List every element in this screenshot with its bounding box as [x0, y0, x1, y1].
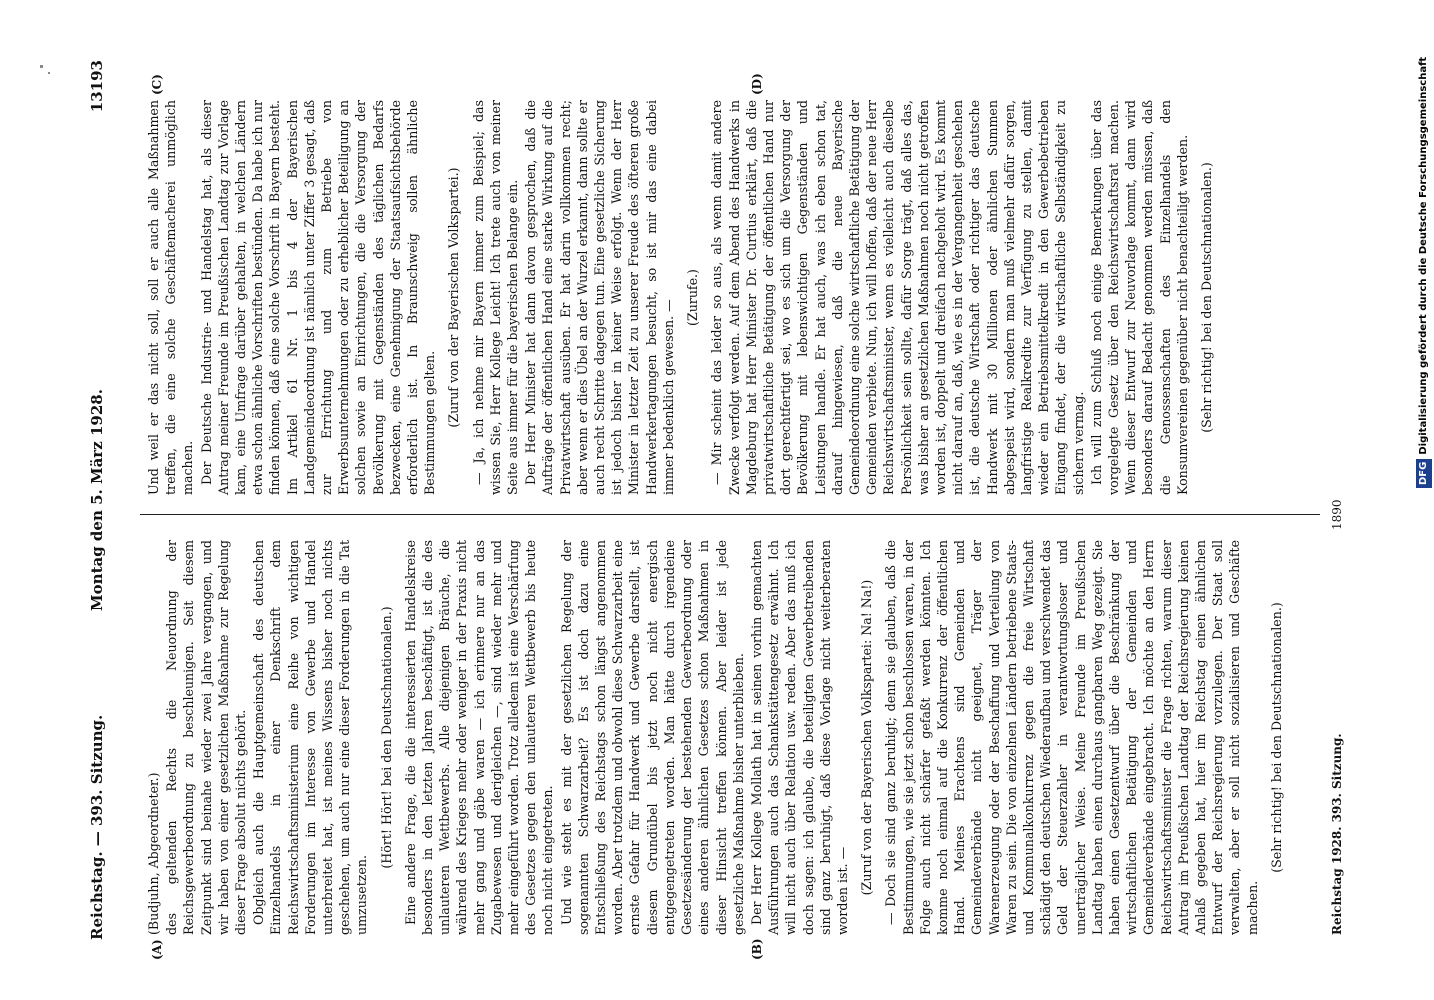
page-header — [88, 60, 110, 940]
interjection-line: (Zuruf von der Bayerischen Volkspartei.) — [446, 167, 462, 428]
footer-number: 1890 — [1330, 499, 1344, 530]
footer-session: Reichstag 1928. 393. Sitzung. — [1330, 733, 1344, 935]
header-date: Montag den 5. März 1928. — [88, 389, 106, 611]
paragraph: Und weil er das nicht soll, soll er auch alle Maßnahmen treffen, die eine solche Geschäftemacherei unmöglich machen. — [146, 100, 196, 495]
paragraph: — Doch sie sind ganz beruhigt; denn sie glauben, daß die Bestimmungen, wie sie jetzt schon beschlossen waren, in der Folge auch nicht schärfer gefaßt werden könnten. Ich komme noch einmal auf die Konkurrenz der öffentlichen Hand. Meines Erachtens sind Gemeinden und Gemeindeverbände nicht geeignet, Träger der Warenerzeugung oder der Beschaffung und Verteilung von Waren zu sein. Die von einzelnen Ländern betriebene Staats- und Kommunalkonkurrenz gegen die freie Wirtschaft schädigt den deutschen Wiederaufbau und verschwendet das Geld der Steuerzahler in verantwortungsloser und unerträglicher Weise. Meine Freunde im Preußischen Landtag haben einen durchaus gangbaren Weg gezeigt. Sie haben einen Gesetzentwurf über die Beschränkung der wirtschaftlichen Betätigung der Gemeinden und Gemeindeverbände eingebracht. Ich möchte an den Herrn Reichswirtschaftsminister die Frage richten, warum dieser Antrag im Preußischen Landtag der Reichsregierung keinen Anlaß gegeben hat, hier im Reichstag einen ähnlichen Entwurf der Reichsregierung vorzulegen. Der Staat soll verwalten, aber er soll nicht sozialisieren und Geschäfte machen. — [883, 540, 1260, 935]
dfg-watermark — [1416, 8, 1432, 488]
paragraph: (Budjuhn, Abgeordneter.) — [146, 772, 161, 935]
interjection-line: (Hört! Hört! bei den Deutschnationalen.) — [378, 606, 394, 869]
scan-speck — [48, 72, 50, 74]
margin-mark-d: (D) — [750, 73, 764, 95]
paragraph: — Ja, ich nehme mir Bayern immer zum Beispiel; das wissen Sie, Herr Kollege Leicht! Ich trete auch von meiner Seite aus immer für die bayerischen Belange ein. — [470, 100, 521, 495]
paragraph: des geltenden Rechts die Neuordnung der Reichsgewerbeordnung zu beschleunigen. Seit diesem Zeitpunkt sind beinahe wieder zwei Jahre vergangen, und wir haben von einer gesetzlichen Maßnahme zur Regelung dieser Frage absolut nichts gehört. — [164, 540, 249, 935]
dfg-logo: DFG — [1416, 459, 1432, 488]
interjection-line: (Sehr richtig! bei den Deutschnationalen.) — [1198, 162, 1214, 433]
header-page-number: 13193 — [88, 60, 106, 113]
header-session: Reichstag. — 393. Sitzung. — [88, 714, 106, 940]
scan-speck — [40, 65, 43, 68]
column-divider — [140, 514, 1320, 515]
paragraph: Ich will zum Schluß noch einige Bemerkungen über das vorgelegte Gesetz über den Reichswirtschaftsrat machen. Wenn dieser Entwurf zur Neuvorlage kommt, dann wird besonders darauf Bedacht genommen werden müssen, daß die Genossenschaften des Einzelhandels den Konsumvereinen gegenüber nicht benachteiligt werden. — [1088, 100, 1190, 495]
interjection-line: (Sehr richtig! bei den Deutschnationalen.) — [1268, 602, 1284, 873]
rotated-document-page — [60, 0, 1360, 1000]
right-text-column — [145, 100, 1222, 495]
paragraph: Der Herr Minister hat dann davon gesprochen, daß die Aufträge der öffentlichen Hand eine starke Wirkung auf die Privatwirtschaft ausüben. Er hat darin vollkommen recht; aber wenn er dies Übel an der Wurzel erkannt, dann sollte er auch recht Schritte dagegen tun. Eine gesetzliche Sicherung ist jedoch bisher in keiner Weise erfolgt. Wenn der Herr Minister in letzter Zeit zu unserer Freude des öfteren große Handwerkertagungen besucht, so ist mir das eine dabei immer bedenklich gewesen. — — [523, 100, 676, 495]
interjection-line: (Zurufe.) — [685, 269, 701, 326]
dfg-credit-text: Digitalisierung gefördert durch die Deutsche Forschungsgemeinschaft — [1418, 56, 1429, 455]
left-text-column — [145, 540, 1292, 935]
margin-mark-c: (C) — [150, 74, 164, 95]
paragraph: — Mir scheint das leider so aus, als wenn damit andere Zwecke verfolgt werden. Auf dem Abend des Handwerks in Magdeburg hat Herr Minister Dr. Curtius erklärt, daß die privatwirtschaftliche Betätigung der öffentlichen Hand nur dort gerechtfertigt sei, wo es sich um die Versorgung der Bevölkerung mit lebenswichtigen Gegenständen und Leistungen handle. Er hat auch, was ich eben schon tat, darauf hingewiesen, daß die neue Bayerische Gemeindeordnung eine solche wirtschaftliche Betätigung der Gemeinden verbiete. Nun, ich will hoffen, daß der neue Herr Reichswirtschaftsminister, wenn es vielleicht auch dieselbe Persönlichkeit sein sollte, dafür Sorge trägt, daß alles das, was bisher an gesetzlichen Maßnahmen noch nicht getroffen worden ist, doppelt und dreifach nachgeholt wird. Es kommt nicht darauf an, daß, wie es in der Vergangenheit geschehen ist, die deutsche Wirtschaft oder richtiger das deutsche Handwerk mit 30 Millionen oder ähnlichen Summen abgespeist wird, sondern man muß vielmehr dafür sorgen, langfristige Realkredite zur Verfügung zu stellen, damit wieder ein Betriebsmittelkredit in den Gewerbebetrieben Eingang findet, der die wirtschaftliche Selbständigkeit zu sichern vermag. — [709, 100, 1086, 495]
paragraph: Und wie steht es mit der gesetzlichen Regelung der sogenannten Schwarzarbeit? Es ist doch dazu eine Entschließung des Reichstags schon längst angenommen worden. Aber trotzdem und obwohl diese Schwarzarbeit eine ernste Gefahr für Handwerk und Gewerbe darstellt, ist diesem Grundübel bis jetzt noch nicht energisch entgegengetreten worden. Man hätte durch irgendeine Gesetzesänderung der bestehenden Gewerbeordnung oder eines anderen ähnlichen Gesetzes schon Maßnahmen in dieser Hinsicht treffen können. Aber leider ist jede gesetzliche Maßnahme bisher unterblieben. — [558, 540, 746, 935]
paragraph: Obgleich auch die Hauptgemeinschaft des deutschen Einzelhandels in einer Denkschrift dem Reichswirtschaftsministerium eine Reihe von wichtigen Forderungen im Interesse von Gewerbe und Handel unterbreitet hat, ist meines Wissens bisher noch nichts geschehen, um auch nur eine dieser Forderungen in die Tat umzusetzen. — [251, 540, 370, 935]
interjection-line: (Zuruf von der Bayerischen Volkspartei: Na! Na!) — [859, 579, 875, 896]
margin-mark-a: (A) — [150, 939, 164, 960]
margin-mark-b: (B) — [750, 938, 764, 960]
paragraph: Der Herr Kollege Mollath hat in seinen vorhin gemachten Ausführungen auch das Schankstättengesetz erwähnt. Ich will nicht auch über Relation usw. reden. Aber das muß ich doch sagen: ich glaube, die beteiligten Gewerbetreibenden sind ganz beruhigt, daß diese Vorlage nicht weiterberaten worden ist. — — [748, 540, 850, 935]
paragraph: Eine andere Frage, die die interessierten Handelskreise besonders in den letzten Jahren beschäftigt, ist die des unlauteren Wettbewerbs. Alle diejenigen Bräuche, die während des Krieges mehr oder weniger in der Praxis nicht mehr gang und gäbe waren — ich erinnere nur an das Zugabewesen und derigleichen —, sind wieder mehr und mehr eingeführt worden. Trotz alledem ist eine Verschärfung des Gesetzes gegen den unlauteren Wettbewerb bis heute noch nicht eingetreten. — [402, 540, 556, 935]
paragraph: Der Deutsche Industrie- und Handelstag hat, als dieser Antrag meiner Freunde im Preußischen Landtag zur Vorlage kam, eine Umfrage darüber gehalten, in welchen Ländern etwa schon ähnliche Vorschriften bestünden. Da habe ich nur finden können, daß eine solche Vorschrift in Bayern besteht. Im Artikel 61 Nr. 1 bis 4 der Bayerischen Landgemeindeordnung ist nämlich unter Ziffer 3 gesagt, daß zur Errichtung und zum Betriebe von Erwerbsunternehmungen oder zu erheblicher Beteiligung an solchen sowie an Einrichtungen, die die Versorgung der Bevölkerung mit Gegenständen des täglichen Bedarfs bezwecken, eine Genehmigung der Staatsaufsichtsbehörde erforderlich ist. In Braunschweig sollen ähnliche Bestimmungen gelten. — [198, 100, 438, 495]
